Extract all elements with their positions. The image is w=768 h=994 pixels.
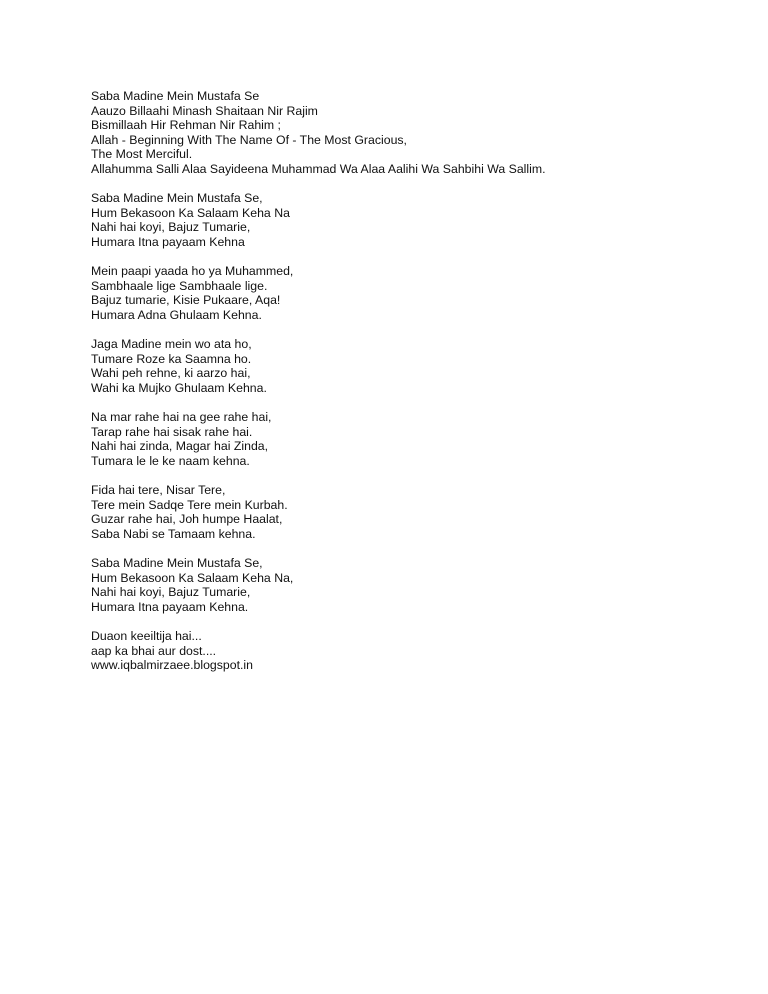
text-line: Humara Itna payaam Kehna <box>91 234 245 249</box>
stanza <box>91 337 731 395</box>
blog-url-text: www.iqbalmirzaee.blogspot.in <box>91 658 253 673</box>
text-line: Duaon keeiltija hai... <box>91 628 202 643</box>
closing-block <box>91 629 731 673</box>
text-line: Hum Bekasoon Ka Salaam Keha Na <box>91 205 290 220</box>
text-line: Tumara le le ke naam kehna. <box>91 453 250 468</box>
text-line: Na mar rahe hai na gee rahe hai, <box>91 410 272 425</box>
text-line: Fida hai tere, Nisar Tere, <box>91 483 226 498</box>
text-line: Jaga Madine mein wo ata ho, <box>91 337 252 352</box>
text-line: Tumare Roze ka Saamna ho. <box>91 351 252 366</box>
text-line: Sambhaale lige Sambhaale lige. <box>91 278 268 293</box>
stanza <box>91 483 731 541</box>
text-line: Saba Madine Mein Mustafa Se <box>91 89 260 103</box>
text-line: aap ka bhai aur dost.... <box>91 643 217 658</box>
text-line: Humara Itna payaam Kehna. <box>91 599 249 614</box>
stanza <box>91 264 731 322</box>
text-line: Tere mein Sadqe Tere mein Kurbah. <box>91 497 288 512</box>
text-line: Nahi hai zinda, Magar hai Zinda, <box>91 439 269 454</box>
text-line: Humara Adna Ghulaam Kehna. <box>91 307 262 322</box>
stanza <box>91 410 731 468</box>
text-line: Mein paapi yaada ho ya Muhammed, <box>91 264 294 279</box>
text-line: Saba Madine Mein Mustafa Se, <box>91 191 263 206</box>
text-line: Nahi hai koyi, Bajuz Tumarie, <box>91 220 251 235</box>
stanza <box>91 191 731 249</box>
text-line: The Most Merciful. <box>91 147 193 162</box>
text-line: Wahi peh rehne, ki aarzo hai, <box>91 366 251 381</box>
text-line: Saba Madine Mein Mustafa Se, <box>91 556 263 570</box>
text-line: Allah - Beginning With The Name Of - The Most Gracious, <box>91 132 407 147</box>
stanza <box>91 556 731 614</box>
text-line: Tarap rahe hai sisak rahe hai. <box>91 424 253 439</box>
text-line: Hum Bekasoon Ka Salaam Keha Na, <box>91 570 294 585</box>
text-line: Allahumma Salli Alaa Sayideena Muhammad Wa Alaa Aalihi Wa Sahbihi Wa Sallim. <box>91 161 546 176</box>
text-line: Guzar rahe hai, Joh humpe Haalat, <box>91 512 283 527</box>
document-body <box>91 89 731 673</box>
text-line: Bismillaah Hir Rehman Nir Rahim ; <box>91 118 281 133</box>
text-line: Bajuz tumarie, Kisie Pukaare, Aqa! <box>91 293 281 308</box>
text-line: Saba Nabi se Tamaam kehna. <box>91 526 256 541</box>
text-line: Nahi hai koyi, Bajuz Tumarie, <box>91 585 251 600</box>
text-line: Aauzo Billaahi Minash Shaitaan Nir Rajim <box>91 103 318 118</box>
intro-block <box>91 89 731 177</box>
text-line: Wahi ka Mujko Ghulaam Kehna. <box>91 380 267 395</box>
